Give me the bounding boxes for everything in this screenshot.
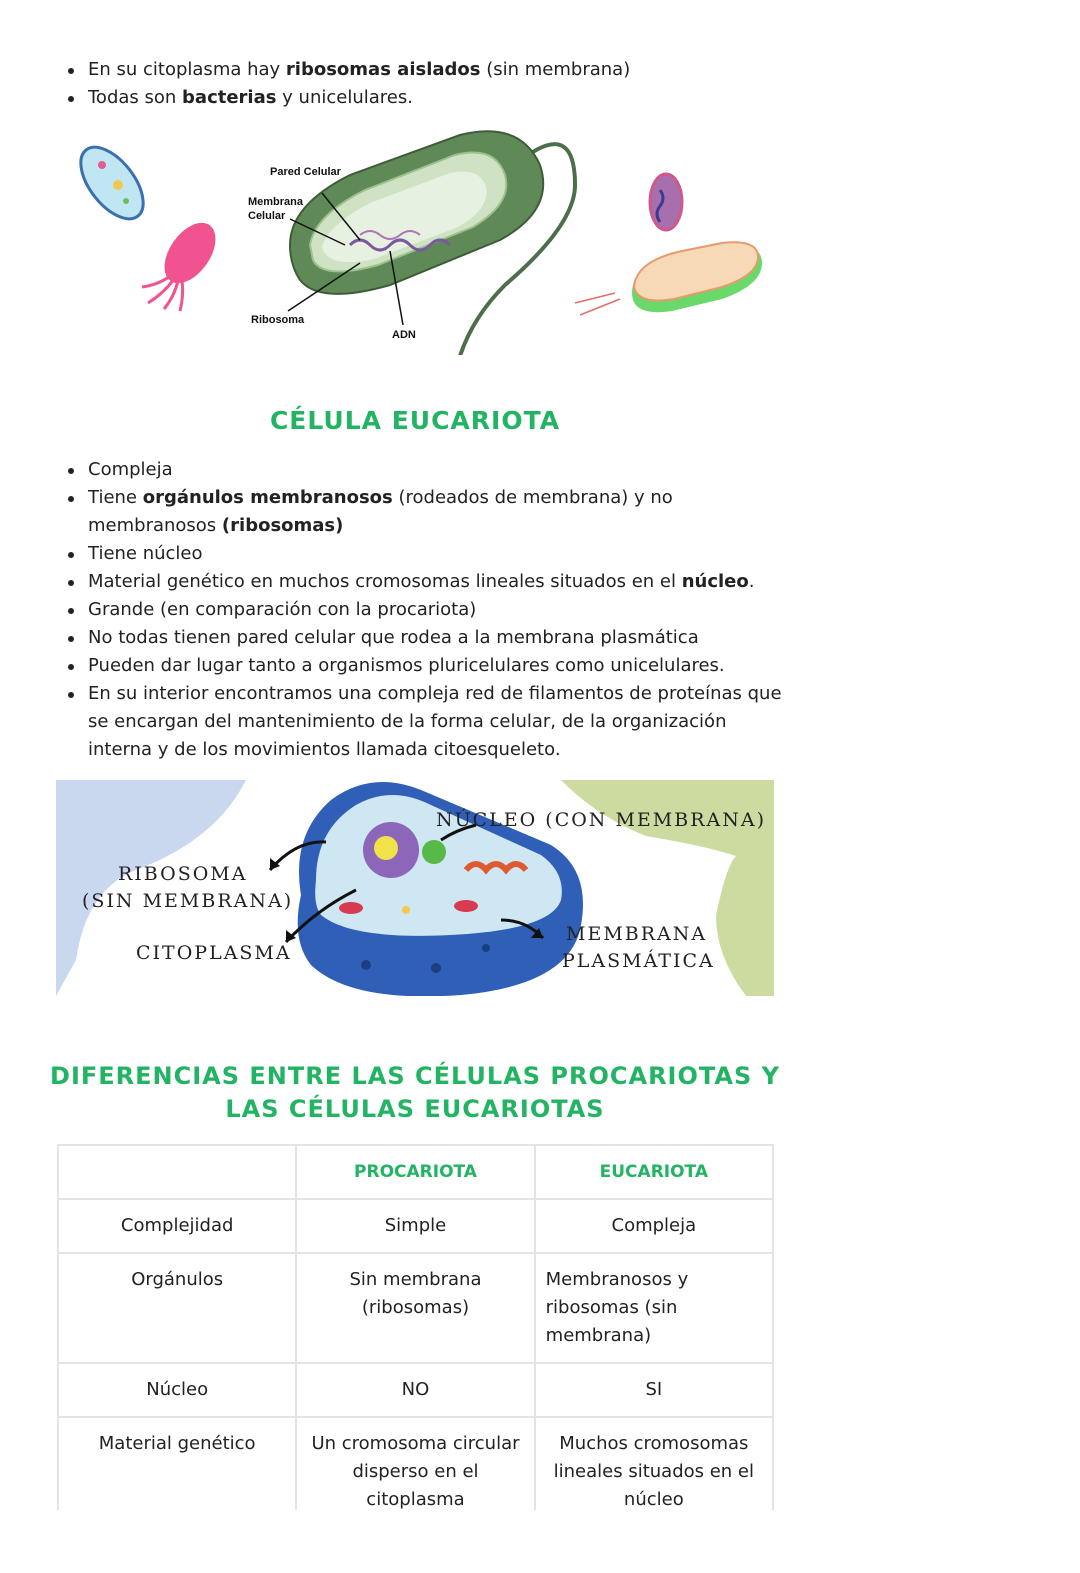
table-cell: Material genético — [58, 1417, 296, 1527]
differences-title — [0, 1060, 830, 1126]
label-ribosome: Ribosoma — [251, 314, 305, 326]
eukaryote-cell-illustration — [56, 780, 774, 996]
table-cell: Sin membrana (ribosomas) — [296, 1253, 534, 1363]
label-membrane-2: Celular — [248, 210, 286, 222]
table-cell: Complejidad — [58, 1199, 296, 1253]
table-row — [58, 1363, 773, 1417]
bullet-item: Grande (en comparación con la procariota) — [66, 596, 786, 624]
differences-title-line-2: LAS CÉLULAS EUCARIOTAS — [225, 1095, 605, 1123]
table-row — [58, 1199, 773, 1253]
blue-microbe-icon — [69, 136, 155, 229]
table-header-row — [58, 1145, 773, 1199]
label-membrane: MEMBRANA — [566, 923, 708, 945]
table-cell: Núcleo — [58, 1363, 296, 1417]
label-cytoplasm: CITOPLASMA — [136, 942, 292, 964]
label-membrane-1: Membrana — [248, 196, 304, 208]
bullet-item: Tiene núcleo — [66, 540, 786, 568]
bullet-item: Compleja — [66, 456, 786, 484]
table-cell: Simple — [296, 1199, 534, 1253]
bullet-item: Tiene orgánulos membranosos (rodeados de membrana) y no membranosos (ribosomas) — [66, 484, 786, 540]
green-rod-microbe-icon — [575, 242, 762, 315]
header-cell: EUCARIOTA — [535, 1145, 773, 1199]
bullet-item: Pueden dar lugar tanto a organismos pluricelulares como unicelulares. — [66, 652, 786, 680]
label-nucleus: NÚCLEO (CON MEMBRANA) — [436, 809, 766, 831]
label-ribosome-sub: (SIN MEMBRANA) — [82, 890, 294, 912]
pink-microbe-icon — [142, 214, 226, 311]
eukaryote-title: CÉLULA EUCARIOTA — [269, 406, 561, 435]
bacterium-diagram — [248, 131, 575, 355]
table-cell: Un cromosoma circular disperso en el citoplasma — [296, 1417, 534, 1527]
label-wall: Pared Celular — [270, 166, 341, 178]
eukaryote-bullet-list — [66, 456, 786, 764]
table-cell: Orgánulos — [58, 1253, 296, 1363]
purple-microbe-icon — [650, 174, 682, 230]
bullet-item: En su interior encontramos una compleja red de filamentos de proteínas que se encargan del mantenimiento de la forma celular, de la organización interna y de los movimientos llamada citoesqueleto. — [66, 680, 786, 764]
differences-title-line-1: DIFERENCIAS ENTRE LAS CÉLULAS PROCARIOTAS Y — [50, 1062, 780, 1090]
prokaryote-illustration — [60, 125, 780, 355]
header-cell — [58, 1145, 296, 1199]
label-dna: ADN — [392, 329, 416, 341]
table-cell: NO — [296, 1363, 534, 1417]
bullet-item: No todas tienen pared celular que rodea a la membrana plasmática — [66, 624, 786, 652]
table-cell: Muchos cromosomas lineales situados en el núcleo — [535, 1417, 773, 1527]
prokaryote-bullet-list — [66, 56, 786, 112]
label-membrane-sub: PLASMÁTICA — [562, 950, 715, 972]
bullet-item: Material genético en muchos cromosomas lineales situados en el núcleo. — [66, 568, 786, 596]
table-cell: SI — [535, 1363, 773, 1417]
table-row — [58, 1253, 773, 1363]
bullet-item: Todas son bacterias y unicelulares. — [66, 84, 786, 112]
table-cell: Membranosos y ribosomas (sin membrana) — [535, 1253, 773, 1363]
label-ribosome: RIBOSOMA — [118, 863, 248, 885]
bullet-item: En su citoplasma hay ribosomas aislados (sin membrana) — [66, 56, 786, 84]
page-bottom-crop — [0, 1510, 1080, 1573]
comparison-table — [57, 1144, 774, 1528]
header-cell: PROCARIOTA — [296, 1145, 534, 1199]
table-cell: Compleja — [535, 1199, 773, 1253]
